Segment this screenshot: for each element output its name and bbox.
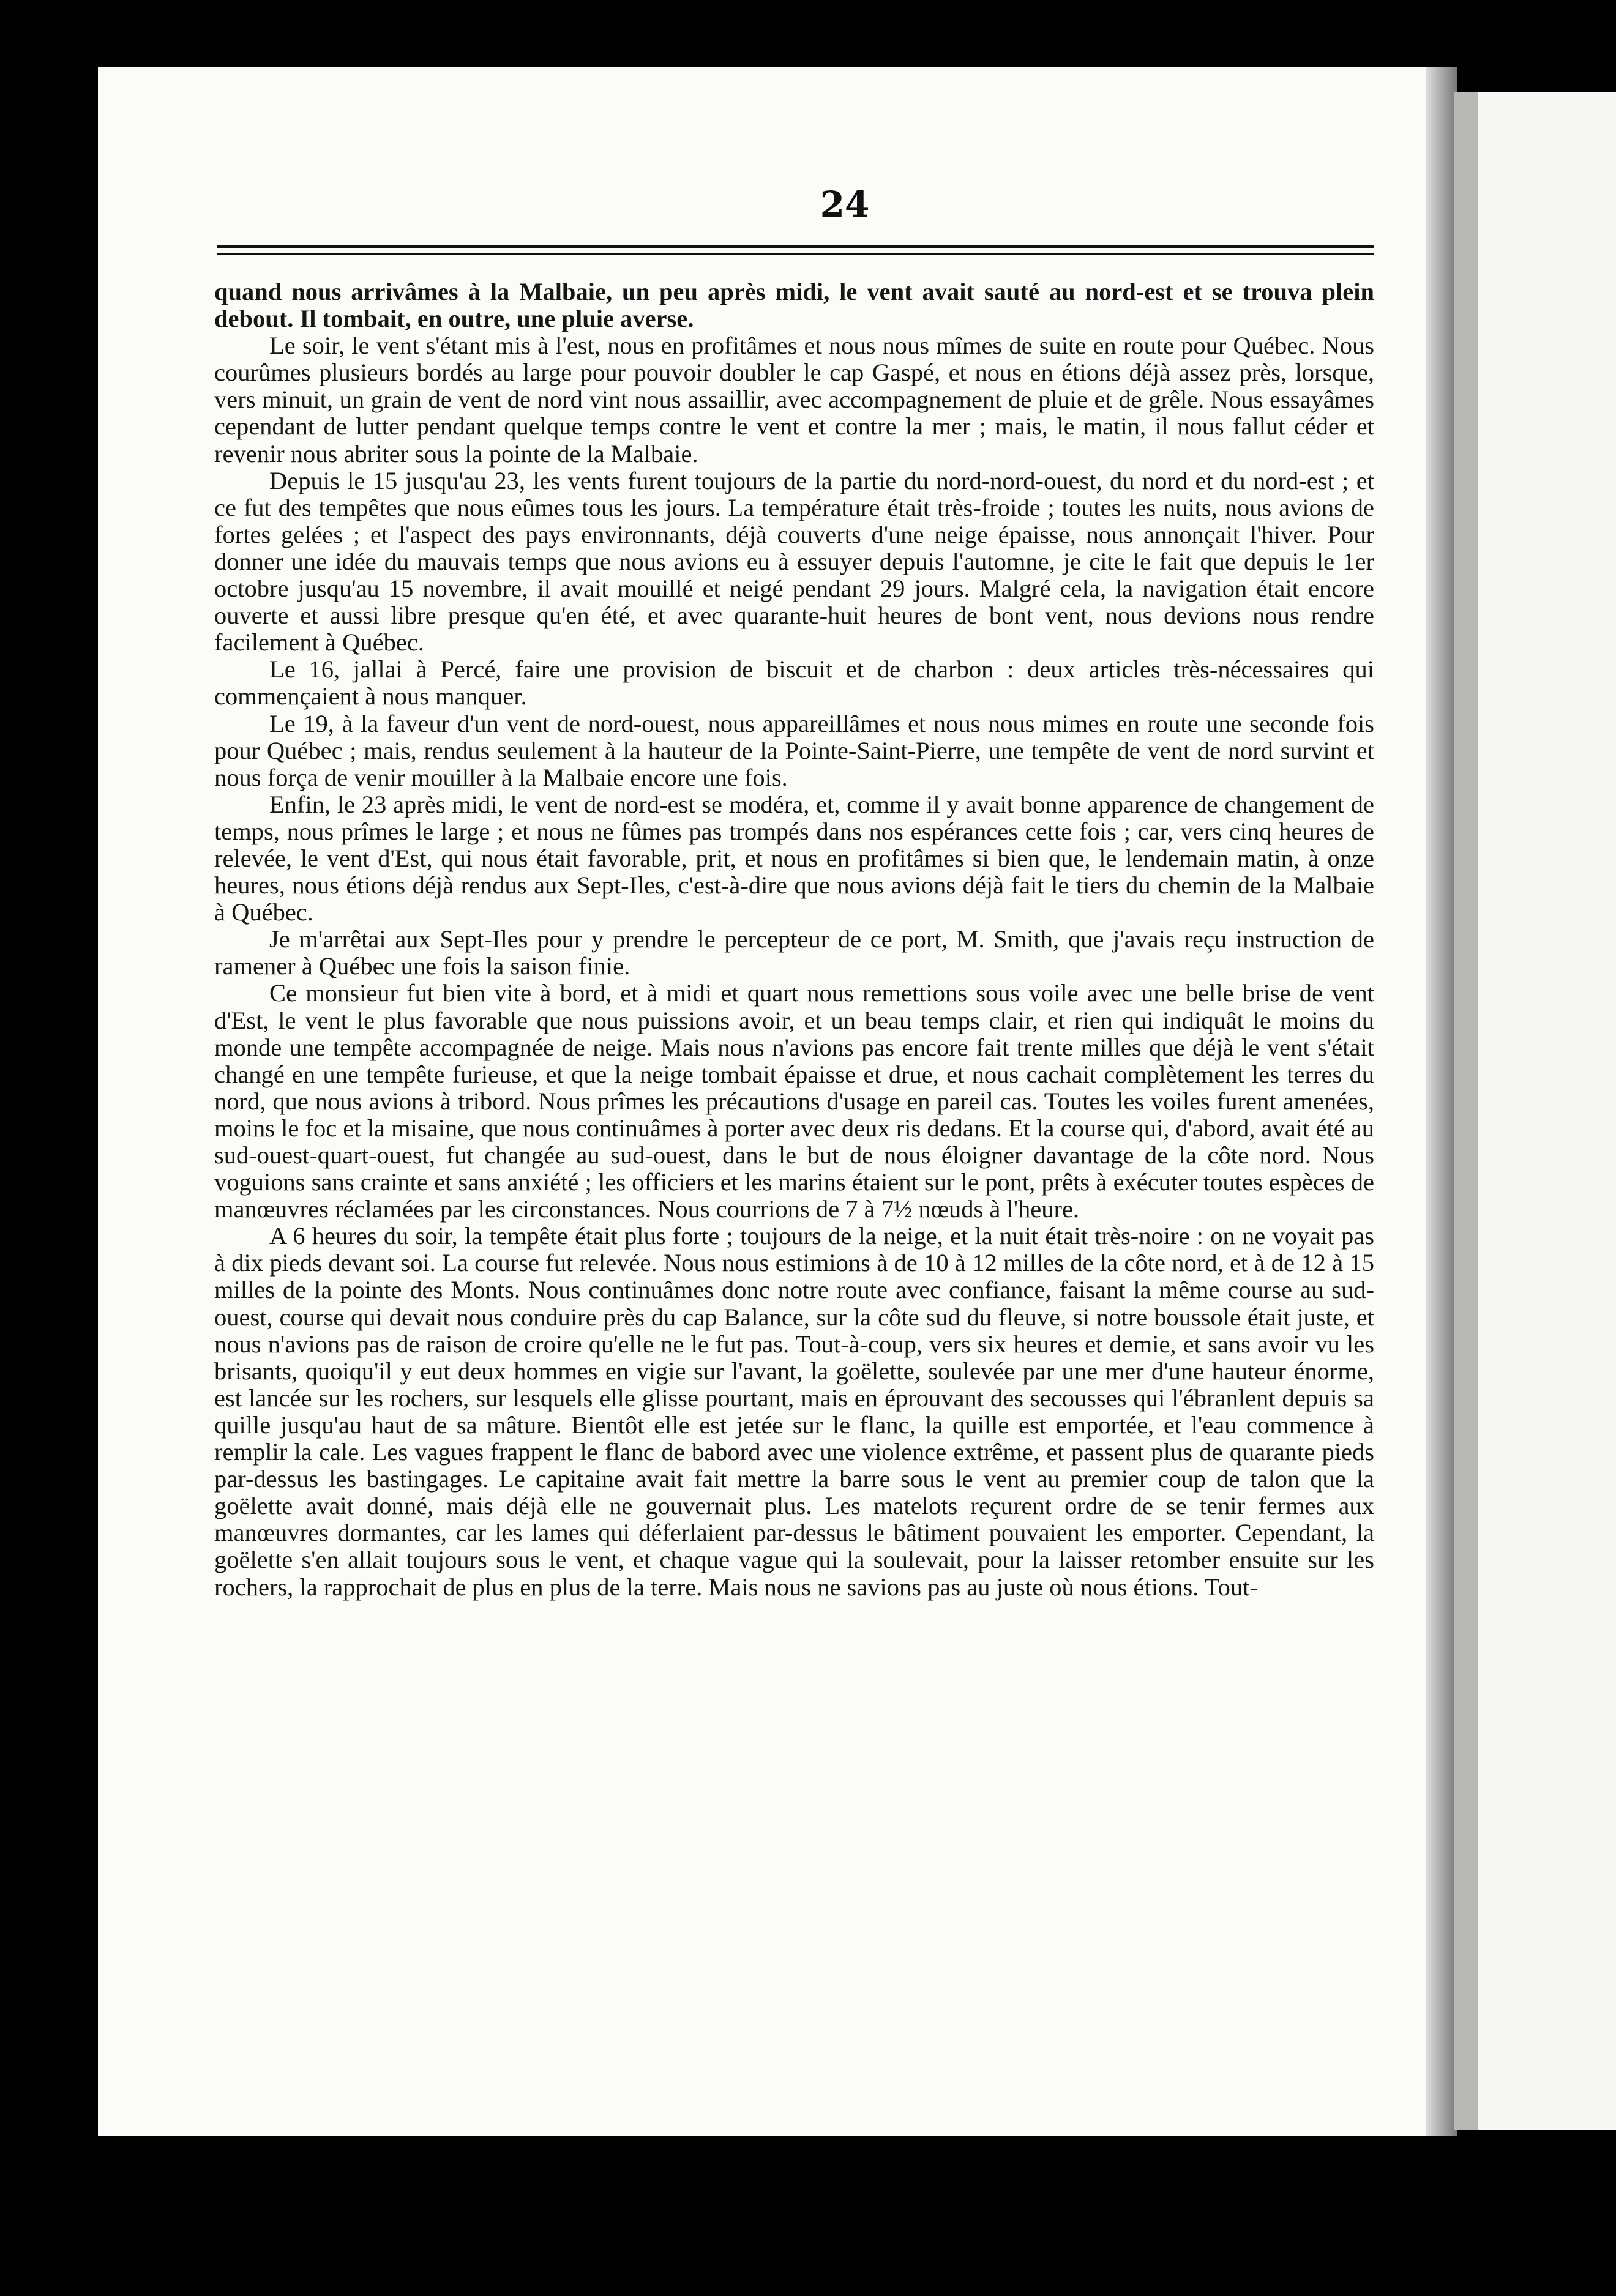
page-body (214, 278, 1374, 1601)
paragraph: A 6 heures du soir, la tempête était plus forte ; toujours de la neige, et la nuit était très-noire : on ne voyait pas à dix pieds devant soi. La course fut relevée. Nous nous estimions à de 10 à 12 milles de la côte nord, et à de 12 à 15 milles de la pointe des Monts. Nous continuâmes donc notre route avec confiance, faisant la même course au sud-ouest, course qui devait nous conduire près du cap Balance, sur la côte sud du fleuve, si notre boussole était juste, et nous n'avions pas de raison de croire qu'elle ne le fut pas. Tout-à-coup, vers six heures et demie, et sans avoir vu les brisants, quoiqu'il y eut deux hommes en vigie sur l'avant, la goëlette, soulevée par une mer d'une hauteur énorme, est lancée sur les rochers, sur lesquels elle glisse pourtant, mais en éprouvant des secousses qui l'ébranlent depuis sa quille jusqu'au haut de sa mâture. Bientôt elle est jetée sur le flanc, la quille est emportée, et l'eau commence à remplir la cale. Les vagues frappent le flanc de babord avec une violence extrême, et passent plus de quarante pieds par-dessus les bastingages. Le capitaine avait fait mettre la barre sous le vent au premier coup de talon que la goëlette avait donné, mais déjà elle ne gouvernait plus. Les matelots reçurent ordre de se tenir fermes aux manœuvres dormantes, car les lames qui déferlaient par-dessus le bâtiment pouvaient les emporter. Cependant, la goëlette s'en allait toujours sous le vent, et chaque vague qui la soulevait, pour la laisser retomber ensuite sur les rochers, la rapprochait de plus en plus de la terre. Mais nous ne savions pas au juste où nous étions. Tout- (214, 1222, 1374, 1601)
book-gutter (1426, 67, 1457, 2136)
paragraph: Le 16, jallai à Percé, faire une provision de biscuit et de charbon : deux articles très-nécessaires qui commençaient à nous manquer. (214, 655, 1374, 710)
header-rule (217, 245, 1374, 248)
paragraph: Ce monsieur fut bien vite à bord, et à midi et quart nous remettions sous voile avec une belle brise de vent d'Est, le vent le plus favorable que nous puissions avoir, et un beau temps clair, et rien qui indiquât le moins du monde une tempête accompagnée de neige. Mais nous n'avions pas encore fait trente milles que déjà le vent s'était changé en une tempête furieuse, et que la neige tombait épaisse et drue, et nous cachait complètement les terres du nord, que nous avions à tribord. Nous prîmes les précautions d'usage en pareil cas. Toutes les voiles furent amenées, moins le foc et la misaine, que nous continuâmes à porter avec deux ris dedans. Et la course qui, d'abord, avait été au sud-ouest-quart-ouest, fut changée au sud-ouest, dans le but de nous éloigner davantage de la côte nord. Nous voguions sans crainte et sans anxiété ; les officiers et les marins étaient sur le pont, prêts à exécuter toutes espèces de manœuvres réclamées par les circonstances. Nous courrions de 7 à 7½ nœuds à l'heure. (214, 979, 1374, 1223)
paragraph: quand nous arrivâmes à la Malbaie, un peu après midi, le vent avait sauté au nord-est et se trouva plein debout. Il tombait, en outre, une pluie averse. (214, 278, 1374, 333)
header-rule-thin (217, 253, 1374, 255)
paragraph: Je m'arrêtai aux Sept-Iles pour y prendre le percepteur de ce port, M. Smith, que j'avais reçu instruction de ramener à Québec une fois la saison finie. (214, 925, 1374, 980)
paragraph: Enfin, le 23 après midi, le vent de nord-est se modéra, et, comme il y avait bonne apparence de changement de temps, nous prîmes le large ; et nous ne fûmes pas trompés dans nos espérances cette fois ; car, vers cinq heures de relevée, le vent d'Est, qui nous était favorable, prit, et nous en profitâmes si bien que, le lendemain matin, à onze heures, nous étions déjà rendus aux Sept-Iles, c'est-à-dire que nous avions déjà fait le tiers du chemin de la Malbaie à Québec. (214, 790, 1374, 926)
paragraph: Le soir, le vent s'étant mis à l'est, nous en profitâmes et nous nous mîmes de suite en route pour Québec. Nous courûmes plusieurs bordés au large pour pouvoir doubler le cap Gaspé, et nous en étions déjà assez près, lorsque, vers minuit, un grain de vent de nord vint nous assaillir, avec accompagnement de pluie et de grêle. Nous essayâmes cependant de lutter pendant quelque temps contre le vent et contre la mer ; mais, le matin, il nous fallut céder et revenir nous abriter sous la pointe de la Malbaie. (214, 332, 1374, 468)
page-number: 24 (820, 184, 870, 225)
facing-page (1454, 92, 1616, 2130)
paragraph: Le 19, à la faveur d'un vent de nord-ouest, nous appareillâmes et nous nous mimes en route une seconde fois pour Québec ; mais, rendus seulement à la hauteur de la Pointe-Saint-Pierre, une tempête de vent de nord survint et nous força de venir mouiller à la Malbaie encore une fois. (214, 709, 1374, 791)
paragraph: Depuis le 15 jusqu'au 23, les vents furent toujours de la partie du nord-nord-ouest, du nord et du nord-est ; et ce fut des tempêtes que nous eûmes tous les jours. La température était très-froide ; toutes les nuits, nous avions de fortes gelées ; et l'aspect des pays environnants, déjà couverts d'une neige épaisse, nous annonçait l'hiver. Pour donner une idée du mauvais temps que nous avions eu à essuyer depuis l'automne, je cite le fait que depuis le 1er octobre jusqu'au 15 novembre, il avait mouillé et neigé pendant 29 jours. Malgré cela, la navigation était encore ouverte et aussi libre presque qu'en été, et avec quarante-huit heures de bont vent, nous devions nous rendre facilement à Québec. (214, 466, 1374, 657)
